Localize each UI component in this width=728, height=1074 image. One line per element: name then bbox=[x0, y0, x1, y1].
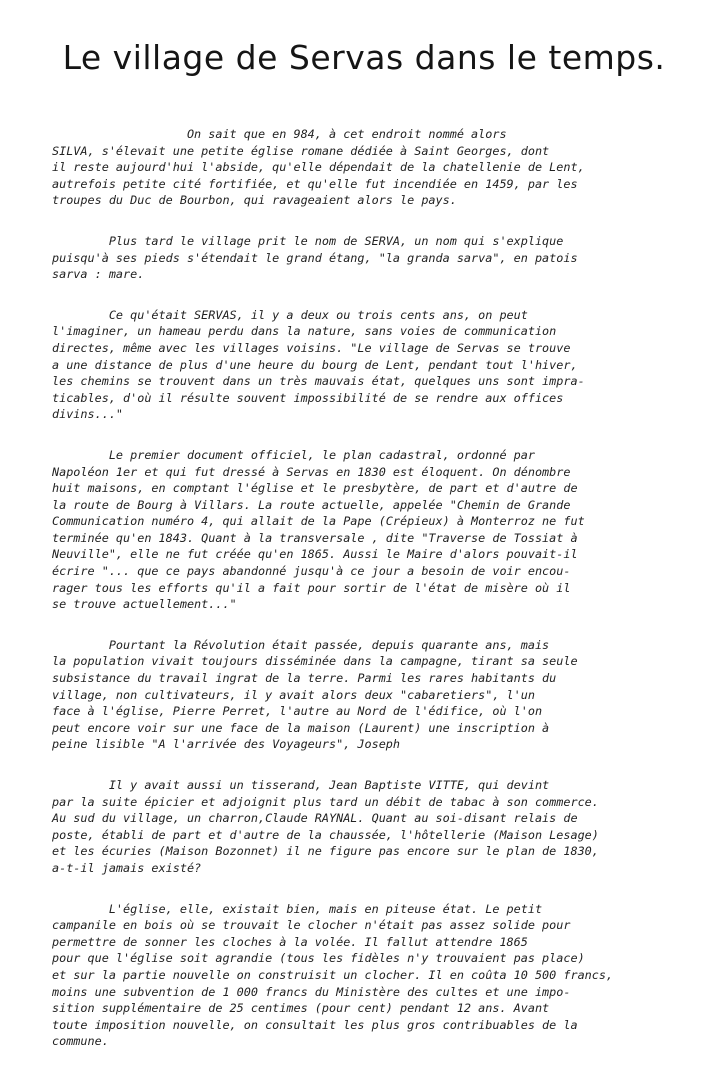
text-line: Plus tard le village prit le nom de SERVA, un nom qui s'explique bbox=[52, 233, 564, 248]
text-line: terminée qu'en 1843. Quant à la transversale , dite "Traverse de Tossiat à bbox=[52, 530, 578, 545]
text-line: L'église, elle, existait bien, mais en piteuse état. Le petit bbox=[52, 901, 543, 916]
text-line: face à l'église, Pierre Perret, l'autre au Nord de l'édifice, où l'on bbox=[52, 704, 543, 719]
text-line: moins une subvention de 1 000 francs du Ministère des cultes et une impo- bbox=[52, 984, 571, 999]
text-line: toute imposition nouvelle, on consultait les plus gros contribuables de la bbox=[52, 1017, 578, 1032]
text-line: Neuville", elle ne fut créée qu'en 1865. Aussi le Maire d'alors pouvait-il bbox=[52, 547, 578, 562]
paragraph bbox=[52, 901, 682, 1050]
paragraph bbox=[52, 777, 682, 877]
document-body bbox=[52, 126, 682, 1074]
text-line: commune. bbox=[52, 1034, 109, 1049]
text-line: puisqu'à ses pieds s'étendait le grand étang, "la granda sarva", en patois bbox=[52, 250, 578, 265]
text-line: huit maisons, en comptant l'église et le presbytère, de part et d'autre de bbox=[52, 481, 578, 496]
text-line: rager tous les efforts qu'il a fait pour sortir de l'état de misère où il bbox=[52, 580, 571, 595]
text-line: et sur la partie nouvelle on construisit un clocher. Il en coûta 10 500 francs, bbox=[52, 967, 614, 982]
text-line: la population vivait toujours disséminée dans la campagne, tirant sa seule bbox=[52, 654, 578, 669]
text-line: et les écuries (Maison Bozonnet) il ne figure pas encore sur le plan de 1830, bbox=[52, 844, 599, 859]
text-line: Le premier document officiel, le plan cadastral, ordonné par bbox=[52, 447, 535, 462]
text-line: les chemins se trouvent dans un très mauvais état, quelques uns sont impra- bbox=[52, 374, 585, 389]
text-line: village, non cultivateurs, il y avait alors deux "cabaretiers", l'un bbox=[52, 687, 535, 702]
text-line: SILVA, s'élevait une petite église romane dédiée à Saint Georges, dont bbox=[52, 143, 550, 158]
text-line: On sait que en 984, à cet endroit nommé alors bbox=[52, 127, 507, 141]
text-line: divins..." bbox=[52, 407, 124, 422]
text-line: peut encore voir sur une face de la maison (Laurent) une inscription à bbox=[52, 720, 550, 735]
text-line: pour que l'église soit agrandie (tous les fidèles n'y trouvaient pas place) bbox=[52, 951, 585, 966]
text-line: Pourtant la Révolution était passée, depuis quarante ans, mais bbox=[52, 637, 550, 652]
paragraph bbox=[52, 126, 682, 209]
text-line: Napoléon 1er et qui fut dressé à Servas en 1830 est éloquent. On dénombre bbox=[52, 464, 571, 479]
paragraph bbox=[52, 307, 682, 423]
text-line: ticables, d'où il résulte souvent impossibilité de se rendre aux offices bbox=[52, 390, 564, 405]
text-line: autrefois petite cité fortifiée, et qu'elle fut incendiée en 1459, par les bbox=[52, 176, 578, 191]
text-line: sition supplémentaire de 25 centimes (pour cent) pendant 12 ans. Avant bbox=[52, 1001, 550, 1016]
text-line: troupes du Duc de Bourbon, qui ravageaient alors le pays. bbox=[52, 193, 457, 208]
text-line: campanile en bois où se trouvait le clocher n'était pas assez solide pour bbox=[52, 918, 571, 933]
paragraph bbox=[52, 637, 682, 753]
text-line: directes, même avec les villages voisins. "Le village de Servas se trouve bbox=[52, 340, 571, 355]
text-line: peine lisible "A l'arrivée des Voyageurs", Joseph bbox=[52, 737, 401, 752]
text-line: la route de Bourg à Villars. La route actuelle, appelée "Chemin de Grande bbox=[52, 497, 571, 512]
text-line: Au sud du village, un charron,Claude RAYNAL. Quant au soi-disant relais de bbox=[52, 811, 578, 826]
text-line: a une distance de plus d'une heure du bourg de Lent, pendant tout l'hiver, bbox=[52, 357, 578, 372]
text-line: subsistance du travail ingrat de la terre. Parmi les rares habitants du bbox=[52, 671, 557, 686]
text-line: permettre de sonner les cloches à la volée. Il fallut attendre 1865 bbox=[52, 934, 528, 949]
paragraph bbox=[52, 447, 682, 613]
text-line: Ce qu'était SERVAS, il y a deux ou trois cents ans, on peut bbox=[52, 307, 528, 322]
text-line: a-t-il jamais existé? bbox=[52, 860, 202, 875]
text-line: poste, établi de part et d'autre de la chaussée, l'hôtellerie (Maison Lesage) bbox=[52, 827, 599, 842]
text-line: Communication numéro 4, qui allait de la Pape (Crépieux) à Monterroz ne fut bbox=[52, 514, 585, 529]
page-title: Le village de Servas dans le temps. bbox=[62, 38, 666, 77]
paragraph bbox=[52, 233, 682, 283]
text-line: Il y avait aussi un tisserand, Jean Baptiste VITTE, qui devint bbox=[52, 778, 550, 792]
text-line: il reste aujourd'hui l'abside, qu'elle dépendait de la chatellenie de Lent, bbox=[52, 160, 585, 175]
text-line: sarva : mare. bbox=[52, 267, 145, 282]
text-line: se trouve actuellement..." bbox=[52, 597, 237, 612]
text-line: par la suite épicier et adjoignit plus tard un débit de tabac à son commerce. bbox=[52, 794, 599, 809]
text-line: écrire "... que ce pays abandonné jusqu'à ce jour a besoin de voir encou- bbox=[52, 564, 571, 579]
text-line: l'imaginer, un hameau perdu dans la nature, sans voies de communication bbox=[52, 324, 557, 339]
